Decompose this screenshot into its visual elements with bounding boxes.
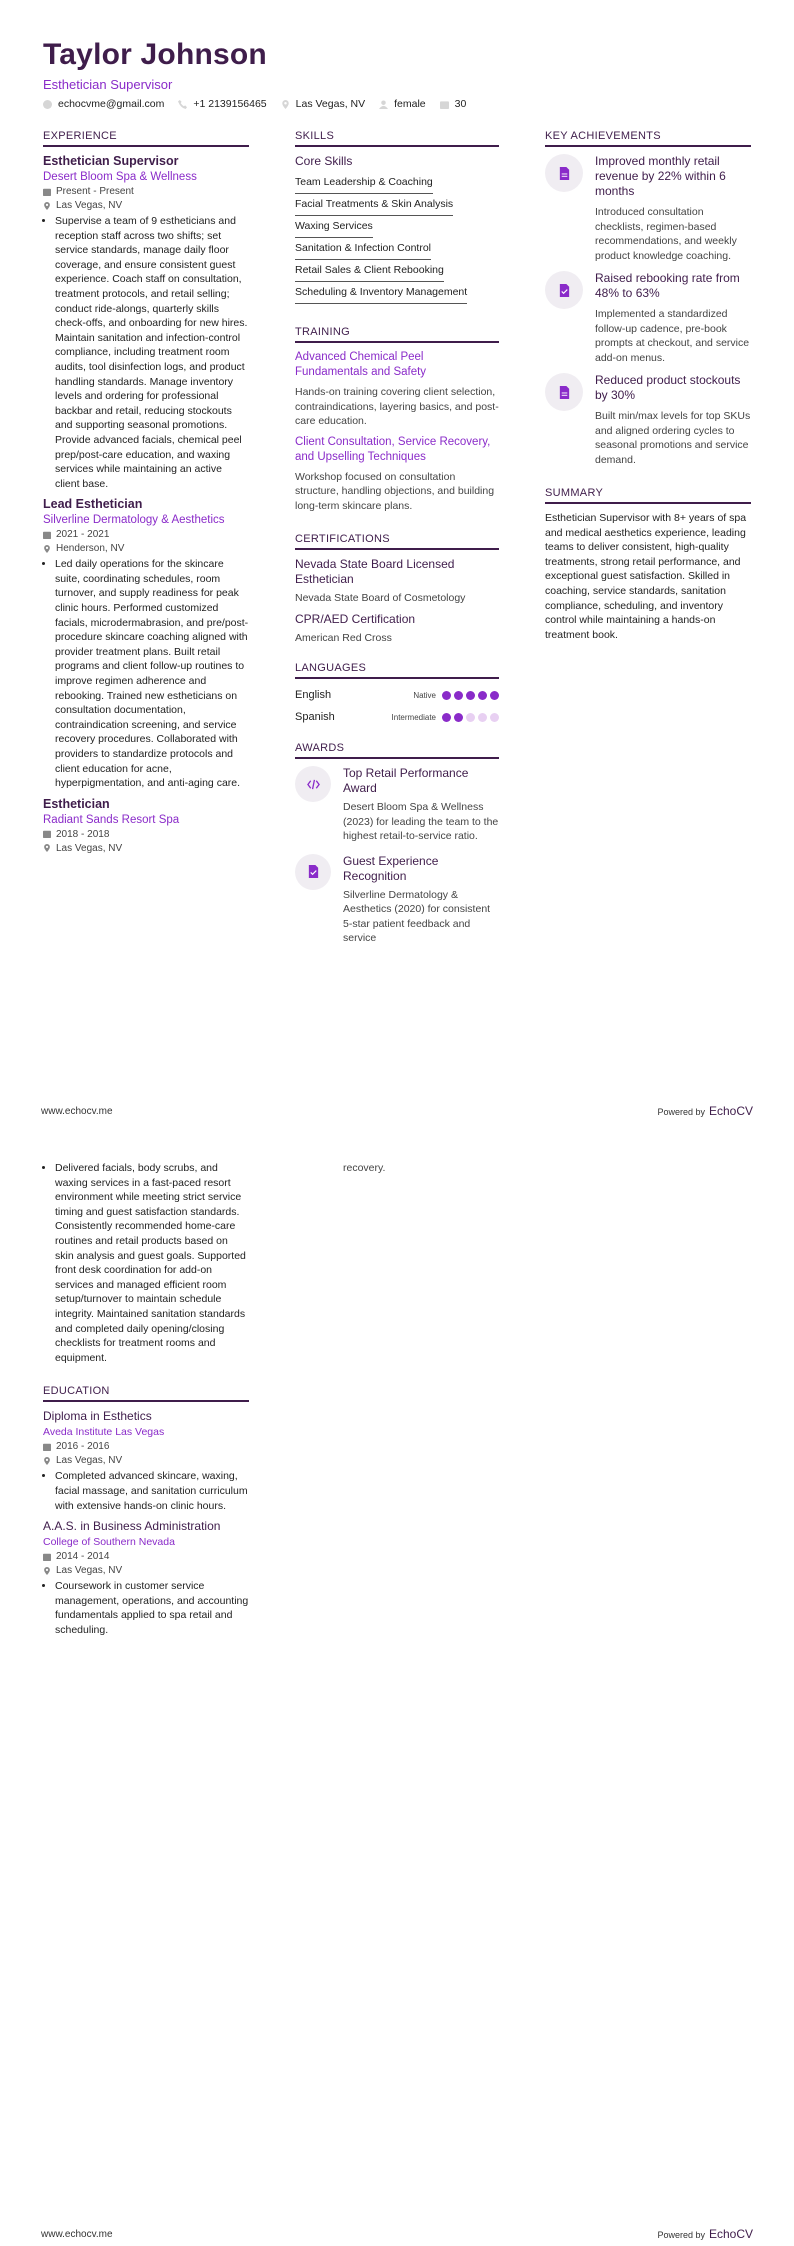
- cert-org: American Red Cross: [295, 632, 392, 644]
- location-pin-icon: [281, 100, 290, 109]
- language-level: Intermediate: [391, 712, 436, 722]
- bullet-item: • Coursework in customer service management, operations, and accounting fundamentals applied to spa retail and scheduling.: [55, 1579, 249, 1637]
- achievements-column: [545, 130, 751, 642]
- achievements-heading: KEY ACHIEVEMENTS: [545, 130, 751, 147]
- language-item: [295, 708, 499, 726]
- calendar-icon: [440, 100, 449, 109]
- achievement-title: Raised rebooking rate from 48% to 63%: [595, 271, 740, 300]
- location-pin-icon: [43, 1457, 51, 1465]
- bullet-item: • Completed advanced skincare, waxing, facial massage, and sanitation curriculum with extensive hands-on clinic hours.: [55, 1469, 249, 1513]
- calendar-icon: [43, 1553, 51, 1561]
- dates-text: 2018 - 2018: [56, 828, 110, 840]
- location-pin-icon: [43, 202, 51, 210]
- education-item: [43, 1519, 249, 1637]
- achievement-item: [545, 154, 751, 263]
- dates-text: 2016 - 2016: [56, 1441, 110, 1453]
- experience-item: [43, 797, 249, 854]
- job-title: Esthetician Supervisor: [43, 154, 179, 168]
- job-location: [43, 543, 249, 554]
- calendar-icon: [43, 1443, 51, 1451]
- phone-icon: [178, 100, 187, 109]
- edu-location: [43, 1455, 249, 1466]
- skill-item: Team Leadership & Coaching: [295, 172, 433, 194]
- experience-column: [43, 130, 249, 854]
- footer-powered: [657, 1104, 753, 1118]
- training-desc: Workshop focused on consultation structure, handling objections, and building long-term skincare plans.: [295, 470, 495, 512]
- edu-dates: [43, 1441, 249, 1452]
- education-item: [43, 1409, 249, 1513]
- achievement-icon-wrap: [545, 154, 583, 192]
- user-icon: [379, 100, 388, 109]
- contact-gender: [379, 98, 426, 110]
- achievement-title: Improved monthly retail revenue by 22% within 6 months: [595, 154, 726, 198]
- resume-page-2: [0, 1123, 794, 2246]
- achievement-title: Reduced product stockouts by 30%: [595, 373, 741, 402]
- rating-dot: [466, 713, 475, 722]
- age-text: 30: [454, 98, 467, 110]
- location-text: Las Vegas, NV: [56, 1565, 123, 1577]
- experience-item: [43, 154, 249, 491]
- candidate-role: Esthetician Supervisor: [43, 77, 173, 92]
- location-pin-icon: [43, 1567, 51, 1575]
- location-text: Henderson, NV: [56, 543, 125, 555]
- dates-text: Present - Present: [56, 186, 134, 197]
- job-bullets: [43, 557, 249, 791]
- skill-item: Facial Treatments & Skin Analysis: [295, 194, 453, 216]
- cert-org: Nevada State Board of Cosmetology: [295, 592, 466, 604]
- job-title: Lead Esthetician: [43, 497, 143, 512]
- school-name: College of Southern Nevada: [43, 1536, 175, 1549]
- training-title: Client Consultation, Service Recovery, and Upselling Techniques: [295, 435, 491, 463]
- summary-text: Esthetician Supervisor with 8+ years of spa and medical aesthetics experience, leading teams to deliver consistent, high-quality treatments, strong retail performance, and exceptional guest satisfaction. Skilled in coaching, service standards, sanitation compliance, scheduling, and inventory control while maintaining a hands-on treatment book.: [545, 512, 747, 641]
- job-bullets: [43, 214, 249, 491]
- document-check-icon: [558, 284, 571, 297]
- footer-brand[interactable]: EchoCV: [708, 2227, 753, 2241]
- phone-text: +1 2139156465: [193, 98, 267, 110]
- calendar-icon: [43, 830, 51, 838]
- page-footer: [41, 1104, 753, 1118]
- location-text: Las Vegas, NV: [295, 98, 366, 110]
- footer-site-link[interactable]: www.echocv.me: [41, 1105, 113, 1117]
- awards-heading: AWARDS: [295, 742, 499, 759]
- award-desc: Desert Bloom Spa & Wellness (2023) for leading the team to the highest retail-to-service ratio.: [343, 801, 499, 842]
- award-item: [295, 766, 499, 844]
- cert-title: Nevada State Board Licensed Esthetician: [295, 557, 455, 586]
- job-dates: [43, 186, 249, 197]
- footer-site-link[interactable]: www.echocv.me: [41, 2228, 113, 2240]
- skill-item: Retail Sales & Client Rebooking: [295, 260, 444, 282]
- skill-item: Sanitation & Infection Control: [295, 238, 431, 260]
- bullet-item: • Led daily operations for the skincare suite, coordinating schedules, room turnover, and supply readiness for peak clinic hours. Performed customized facials, microdermabrasion, and pre/post-procedure skincare coaching aligned with provider treatment plans. Built retail programs and client follow-up routines to improve regimen adherence and rebooking. Trained new estheticians on consultation documentation, contraindication screening, and service recovery procedures. Collaborated with providers to standardize protocols and client education for acne, hyperpigmentation, and anti-aging care.: [55, 557, 249, 791]
- calendar-icon: [43, 531, 51, 539]
- cert-title: CPR/AED Certification: [295, 612, 416, 626]
- language-item: [295, 686, 499, 704]
- certification-item: [295, 612, 499, 644]
- degree-title: A.A.S. in Business Administration: [43, 1519, 221, 1534]
- edu-dates: [43, 1551, 249, 1562]
- achievement-desc: Built min/max levels for top SKUs and aligned ordering cycles to seasonal promotions and service demand.: [595, 410, 751, 466]
- language-level: Native: [413, 690, 436, 700]
- training-desc: Hands-on training covering client selection, contraindications, layering basics, and post-care education.: [295, 386, 499, 427]
- document-icon: [307, 865, 320, 878]
- document-icon: [558, 167, 571, 180]
- powered-text: Powered by: [657, 2230, 705, 2240]
- document-icon: [558, 386, 571, 399]
- rating-dot: [442, 713, 451, 722]
- calendar-icon: [43, 188, 51, 196]
- job-title: Esthetician: [43, 796, 110, 811]
- experience-heading: EXPERIENCE: [43, 130, 249, 147]
- code-icon: [307, 778, 320, 791]
- award-desc: Silverline Dermatology & Aesthetics (2020) for consistent 5-star patient feedback and service: [343, 888, 491, 944]
- award-icon-wrap: [295, 766, 331, 802]
- training-title: Advanced Chemical Peel Fundamentals and Safety: [295, 351, 427, 378]
- company-name: Desert Bloom Spa & Wellness: [43, 171, 197, 183]
- rating-dot: [490, 713, 499, 722]
- summary-heading: SUMMARY: [545, 487, 751, 504]
- contact-bar: [43, 98, 466, 110]
- rating-dot: [454, 713, 463, 722]
- certifications-heading: CERTIFICATIONS: [295, 533, 499, 550]
- gender-text: female: [394, 98, 426, 110]
- award-icon-wrap: [295, 854, 331, 890]
- location-text: Las Vegas, NV: [56, 200, 123, 211]
- award-title: Guest Experience Recognition: [343, 853, 439, 883]
- skill-item: Scheduling & Inventory Management: [295, 282, 467, 304]
- email-icon: [43, 100, 52, 109]
- contact-location: [281, 98, 365, 110]
- skills-group-title: Core Skills: [295, 154, 353, 168]
- edu-bullets: [43, 1579, 249, 1637]
- education-heading: EDUCATION: [43, 1385, 249, 1402]
- job-dates: [43, 529, 249, 540]
- bullet-item: • Supervise a team of 9 estheticians and reception staff across two shifts; set service standards, manage daily floor coverage, and ensure consistent guest experience. Coach staff on consultation, treatment protocols, and retail selling; conduct ride-alongs, quarterly skills check-offs, and onboarding for new hires. Maintain sanitation and infection-control compliance, including treatment room audits, tool disinfection logs, and product handling standards. Manage inventory levels and ordering for professional backbar and retail, reducing stockouts and supporting seasonal promotions. Provide advanced facials, chemical peel prep/post-care education, and waxing services while maintaining an active client base.: [55, 214, 249, 491]
- rating-dot: [466, 691, 475, 700]
- bullet-item: • Delivered facials, body scrubs, and waxing services in a fast-paced resort environment while meeting strict service timing and guest satisfaction standards. Consistently recommended home-care routines and retail products based on skin analysis and guest goals. Supported front desk coordination for add-on services and managed efficient room setup/turnover to maintain schedule integrity. Maintained sanitation standards and completed daily opening/closing checklists for treatment rooms and equipment.: [55, 1161, 249, 1365]
- award-title: Top Retail Performance Award: [343, 766, 469, 795]
- award-item: [295, 854, 499, 946]
- award-desc-continued: recovery.: [343, 1162, 386, 1174]
- email-text: echocvme@gmail.com: [58, 98, 165, 110]
- rating-dot: [454, 691, 463, 700]
- contact-age: [440, 98, 467, 110]
- languages-heading: LANGUAGES: [295, 662, 499, 679]
- rating-dot: [478, 691, 487, 700]
- contact-phone[interactable]: [178, 98, 266, 110]
- page-footer: [41, 2227, 753, 2241]
- company-name: Silverline Dermatology & Aesthetics: [43, 514, 225, 527]
- skills-column: [295, 130, 499, 946]
- experience-continued: [43, 1161, 249, 1637]
- location-pin-icon: [43, 545, 51, 553]
- language-rating: [442, 691, 499, 700]
- achievement-icon-wrap: [545, 373, 583, 411]
- achievement-item: [545, 373, 751, 467]
- company-name: Radiant Sands Resort Spa: [43, 813, 180, 826]
- language-rating: [442, 713, 499, 722]
- dates-text: 2014 - 2014: [56, 1551, 110, 1563]
- contact-email[interactable]: [43, 98, 164, 110]
- footer-powered: [657, 2227, 753, 2241]
- rating-dot: [478, 713, 487, 722]
- training-item: [295, 350, 499, 429]
- achievement-desc: Implemented a standardized follow-up cadence, pre-book prompts at checkout, and service add-on menus.: [595, 308, 750, 364]
- candidate-name: Taylor Johnson: [43, 38, 267, 71]
- training-heading: TRAINING: [295, 326, 499, 343]
- rating-dot: [490, 691, 499, 700]
- location-text: Las Vegas, NV: [56, 842, 123, 854]
- dates-text: 2021 - 2021: [56, 529, 110, 541]
- job-location: [43, 200, 249, 211]
- language-name: English: [295, 689, 332, 701]
- school-name: Aveda Institute Las Vegas: [43, 1426, 165, 1439]
- edu-location: [43, 1565, 249, 1576]
- certification-item: [295, 557, 499, 604]
- training-item: [295, 435, 499, 514]
- job-bullets: [43, 1161, 249, 1365]
- achievement-desc: Introduced consultation checklists, regimen-based recommendations, and weekly product knowledge coaching.: [595, 206, 737, 262]
- footer-brand[interactable]: EchoCV: [708, 1104, 753, 1118]
- language-name: Spanish: [295, 711, 335, 723]
- job-location: [43, 843, 249, 854]
- achievement-icon-wrap: [545, 271, 583, 309]
- degree-title: Diploma in Esthetics: [43, 1409, 152, 1424]
- achievement-item: [545, 271, 751, 365]
- location-pin-icon: [43, 844, 51, 852]
- skills-heading: SKILLS: [295, 130, 499, 147]
- award-continued: [343, 1161, 503, 1176]
- powered-text: Powered by: [657, 1107, 705, 1117]
- rating-dot: [442, 691, 451, 700]
- skill-item: Waxing Services: [295, 216, 373, 238]
- job-dates: [43, 829, 249, 840]
- location-text: Las Vegas, NV: [56, 1455, 123, 1467]
- experience-item: [43, 497, 249, 791]
- edu-bullets: [43, 1469, 249, 1513]
